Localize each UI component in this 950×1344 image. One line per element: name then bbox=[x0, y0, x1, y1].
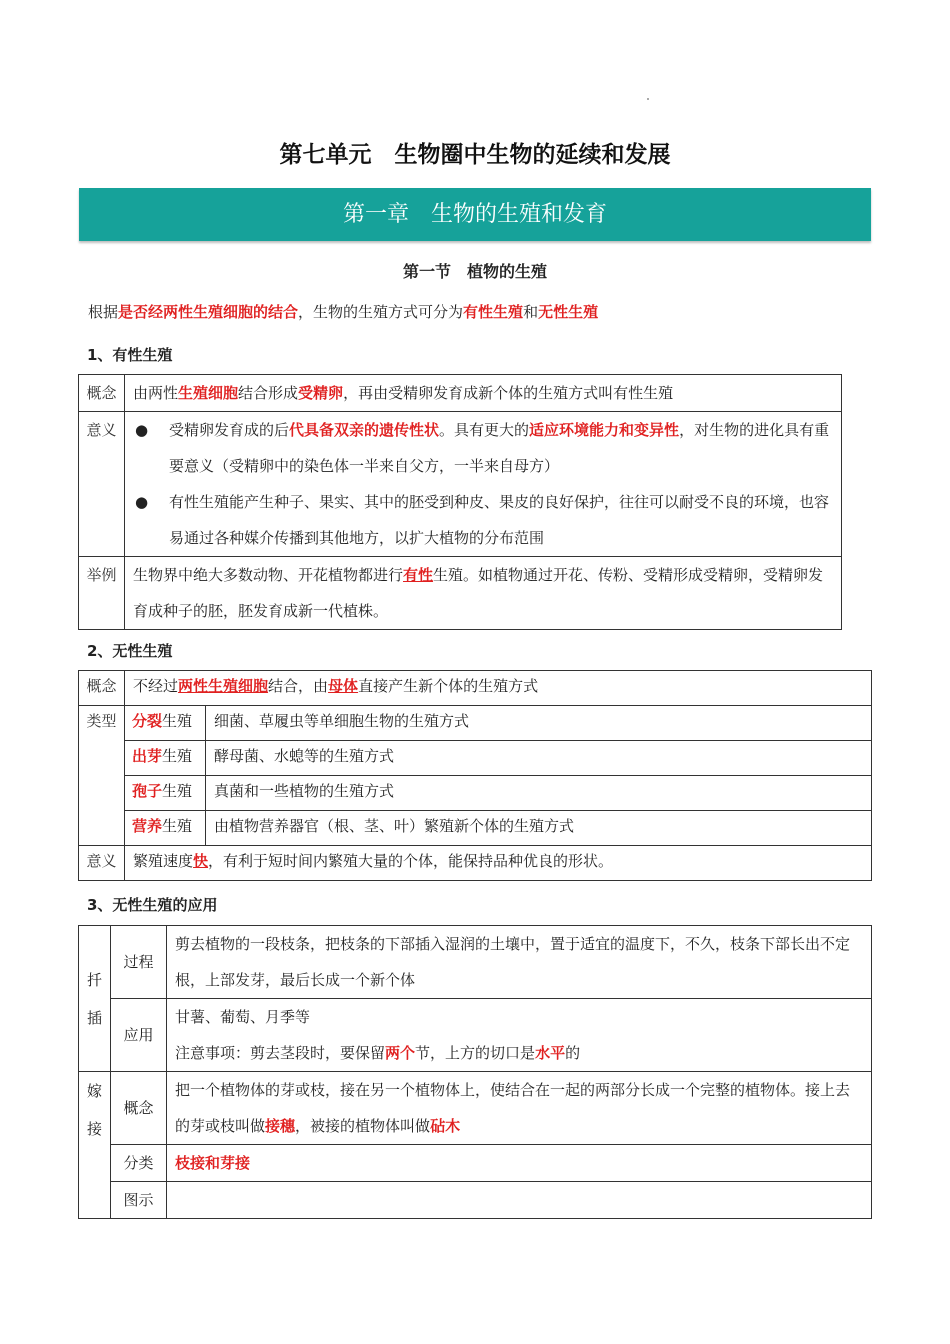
sexual-example: 生物界中绝大多数动物、开花植物都进行有性生殖。如植物通过开花、传粉、受精形成受精卵，受精卵发育成种子的胚，胚发育成新一代植株。 bbox=[125, 557, 842, 630]
cutting-process: 剪去植物的一段枝条，把枝条的下部插入湿润的土壤中，置于适宜的温度下，不久，枝条下部长出不定根，上部发芽，最后长成一个新个体 bbox=[167, 926, 872, 999]
bullet-icon: ● bbox=[135, 421, 149, 439]
stray-dot bbox=[647, 98, 649, 100]
label-grafting: 嫁 接 bbox=[79, 1072, 111, 1219]
asexual-meaning: 繁殖速度快，有利于短时间内繁殖大量的个体，能保持品种优良的形状。 bbox=[125, 846, 872, 881]
label-meaning: 意义 bbox=[79, 846, 125, 881]
type-budding-desc: 酵母菌、水螅等的生殖方式 bbox=[206, 741, 872, 776]
grafting-figure bbox=[167, 1182, 872, 1219]
unit-title: 第七单元 生物圈中生物的延续和发展 bbox=[279, 142, 671, 168]
label-use: 应用 bbox=[111, 999, 167, 1072]
chapter-banner: 第一章 生物的生殖和发育 bbox=[79, 188, 871, 241]
label-figure: 图示 bbox=[111, 1182, 167, 1219]
heading-sexual: 1、有性生殖 bbox=[87, 346, 173, 364]
type-vegetative-desc: 由植物营养器官（根、茎、叶）繁殖新个体的生殖方式 bbox=[206, 811, 872, 846]
label-graft-concept: 概念 bbox=[111, 1072, 167, 1145]
type-vegetative: 营养生殖 bbox=[125, 811, 206, 846]
application-table bbox=[78, 925, 872, 1219]
heading-application: 3、无性生殖的应用 bbox=[87, 896, 218, 914]
asexual-concept: 不经过两性生殖细胞结合，由母体直接产生新个体的生殖方式 bbox=[125, 671, 872, 706]
heading-asexual: 2、无性生殖 bbox=[87, 642, 173, 660]
sexual-reproduction-table bbox=[78, 374, 842, 630]
type-fission-desc: 细菌、草履虫等单细胞生物的生殖方式 bbox=[206, 706, 872, 741]
section-title: 第一节 植物的生殖 bbox=[402, 262, 547, 281]
cutting-note: 注意事项：剪去茎段时，要保留两个节，上方的切口是水平的 bbox=[175, 1044, 581, 1062]
type-spore: 孢子生殖 bbox=[125, 776, 206, 811]
grafting-concept: 把一个植物体的芽或枝，接在另一个植物体上，使结合在一起的两部分长成一个完整的植物体。接上去的芽或枝叫做接穗，被接的植物体叫做砧木 bbox=[167, 1072, 872, 1145]
label-process: 过程 bbox=[111, 926, 167, 999]
label-concept: 概念 bbox=[79, 671, 125, 706]
label-example: 举例 bbox=[79, 557, 125, 630]
label-meaning: 意义 bbox=[79, 412, 125, 557]
asexual-reproduction-table bbox=[78, 670, 872, 881]
intro-paragraph: 根据是否经两性生殖细胞的结合，生物的生殖方式可分为有性生殖和无性生殖 bbox=[88, 303, 599, 321]
type-budding: 出芽生殖 bbox=[125, 741, 206, 776]
label-type: 类型 bbox=[79, 706, 125, 846]
label-cutting: 扦 插 bbox=[79, 926, 111, 1072]
bullet-icon: ● bbox=[135, 493, 149, 511]
label-class: 分类 bbox=[111, 1145, 167, 1182]
list-item: ● 有性生殖能产生种子、果实、其中的胚受到种皮、果皮的良好保护，往往可以耐受不良的环境，也容易通过各种媒介传播到其他地方，以扩大植物的分布范围 bbox=[133, 484, 833, 556]
type-spore-desc: 真菌和一些植物的生殖方式 bbox=[206, 776, 872, 811]
label-concept: 概念 bbox=[79, 375, 125, 412]
grafting-class: 枝接和芽接 bbox=[167, 1145, 872, 1182]
list-item: ● 受精卵发育成的后代具备双亲的遗传性状。具有更大的适应环境能力和变异性，对生物的进化具有重要意义（受精卵中的染色体一半来自父方，一半来自母方） bbox=[133, 412, 833, 484]
type-fission: 分裂生殖 bbox=[125, 706, 206, 741]
cutting-use: 甘薯、葡萄、月季等 注意事项：剪去茎段时，要保留两个节，上方的切口是水平的 bbox=[167, 999, 872, 1072]
sexual-concept: 由两性生殖细胞结合形成受精卵，再由受精卵发育成新个体的生殖方式叫有性生殖 bbox=[125, 375, 842, 412]
sexual-meaning bbox=[125, 412, 842, 557]
